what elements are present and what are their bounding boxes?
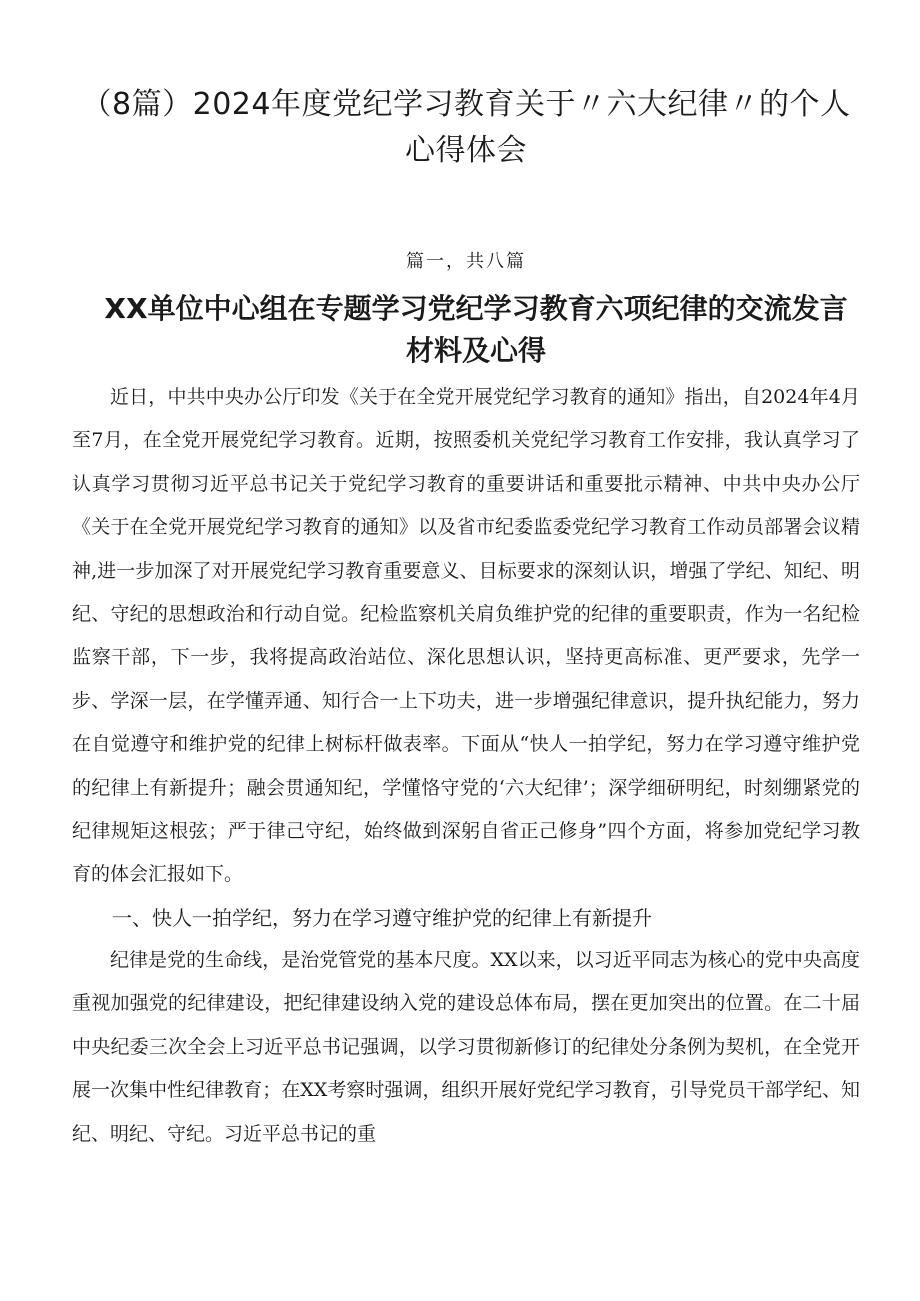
intro-paragraph: 近日，中共中央办公厅印发《关于在全党开展党纪学习教育的通知》指出，自2024年4月至7月，在全党开展党纪学习教育。近期，按照委机关党纪学习教育工作安排，我认真学习了认真学习贯彻习近平总书记关于党纪学习教育的重要讲话和重要批示精神、中共中央办公厅《关于在全党开展党纪学习教育的通知》以及省市纪委监委党纪学习教育工作动员部署会议精神,进一步加深了对开展党纪学习教育重要意义、目标要求的深刻认识，增强了学纪、知纪、明纪、守纪的思想政治和行动自觉。纪检监察机关肩负维护党的纪律的重要职责，作为一名纪检监察干部，下一步，我将提高政治站位、深化思想认识，坚持更高标准、更严要求，先学一步、学深一层，在学懂弄通、知行合一上下功夫，进一步增强纪律意识，提升执纪能力，努力在自觉遵守和维护党的纪律上树标杆做表率。下面从“快人一拍学纪，努力在学习遵守维护党的纪律上有新提升；融会贯通知纪，学懂恪守党的‘六大纪律’；深学细研明纪，时刻绷紧党的纪律规矩这根弦；严于律己守纪，始终做到深躬自省正己修身”四个方面，将参加党纪学习教育的体会汇报如下。 xyxy=(72,386,860,886)
document-title: （8篇）2024年度党纪学习教育关于〃六大纪律〃的个人心得体会 xyxy=(81,87,851,168)
section-heading: 一、快人一拍学纪，努力在学习遵守维护党的纪律上有新提升 xyxy=(112,905,652,930)
section-paragraph: 纪律是党的生命线，是治党管党的基本尺度。XX以来，以习近平同志为核心的党中央高度重视加强党的纪律建设，把纪律建设纳入党的建设总体布局，摆在更加突出的位置。在二十届中央纪委三次全会上习近平总书记强调，以学习贯彻新修订的纪律处分条例为契机，在全党开展一次集中性纪律教育；在XX考察时强调，组织开展好党纪学习教育，引导党员干部学纪、知纪、明纪、守纪。习近平总书记的重 xyxy=(72,948,860,1145)
document-subtitle: 篇一，共八篇 xyxy=(406,251,526,272)
article-title: XX单位中心组在专题学习党纪学习教育六项纪律的交流发言材料及心得 xyxy=(104,292,848,367)
